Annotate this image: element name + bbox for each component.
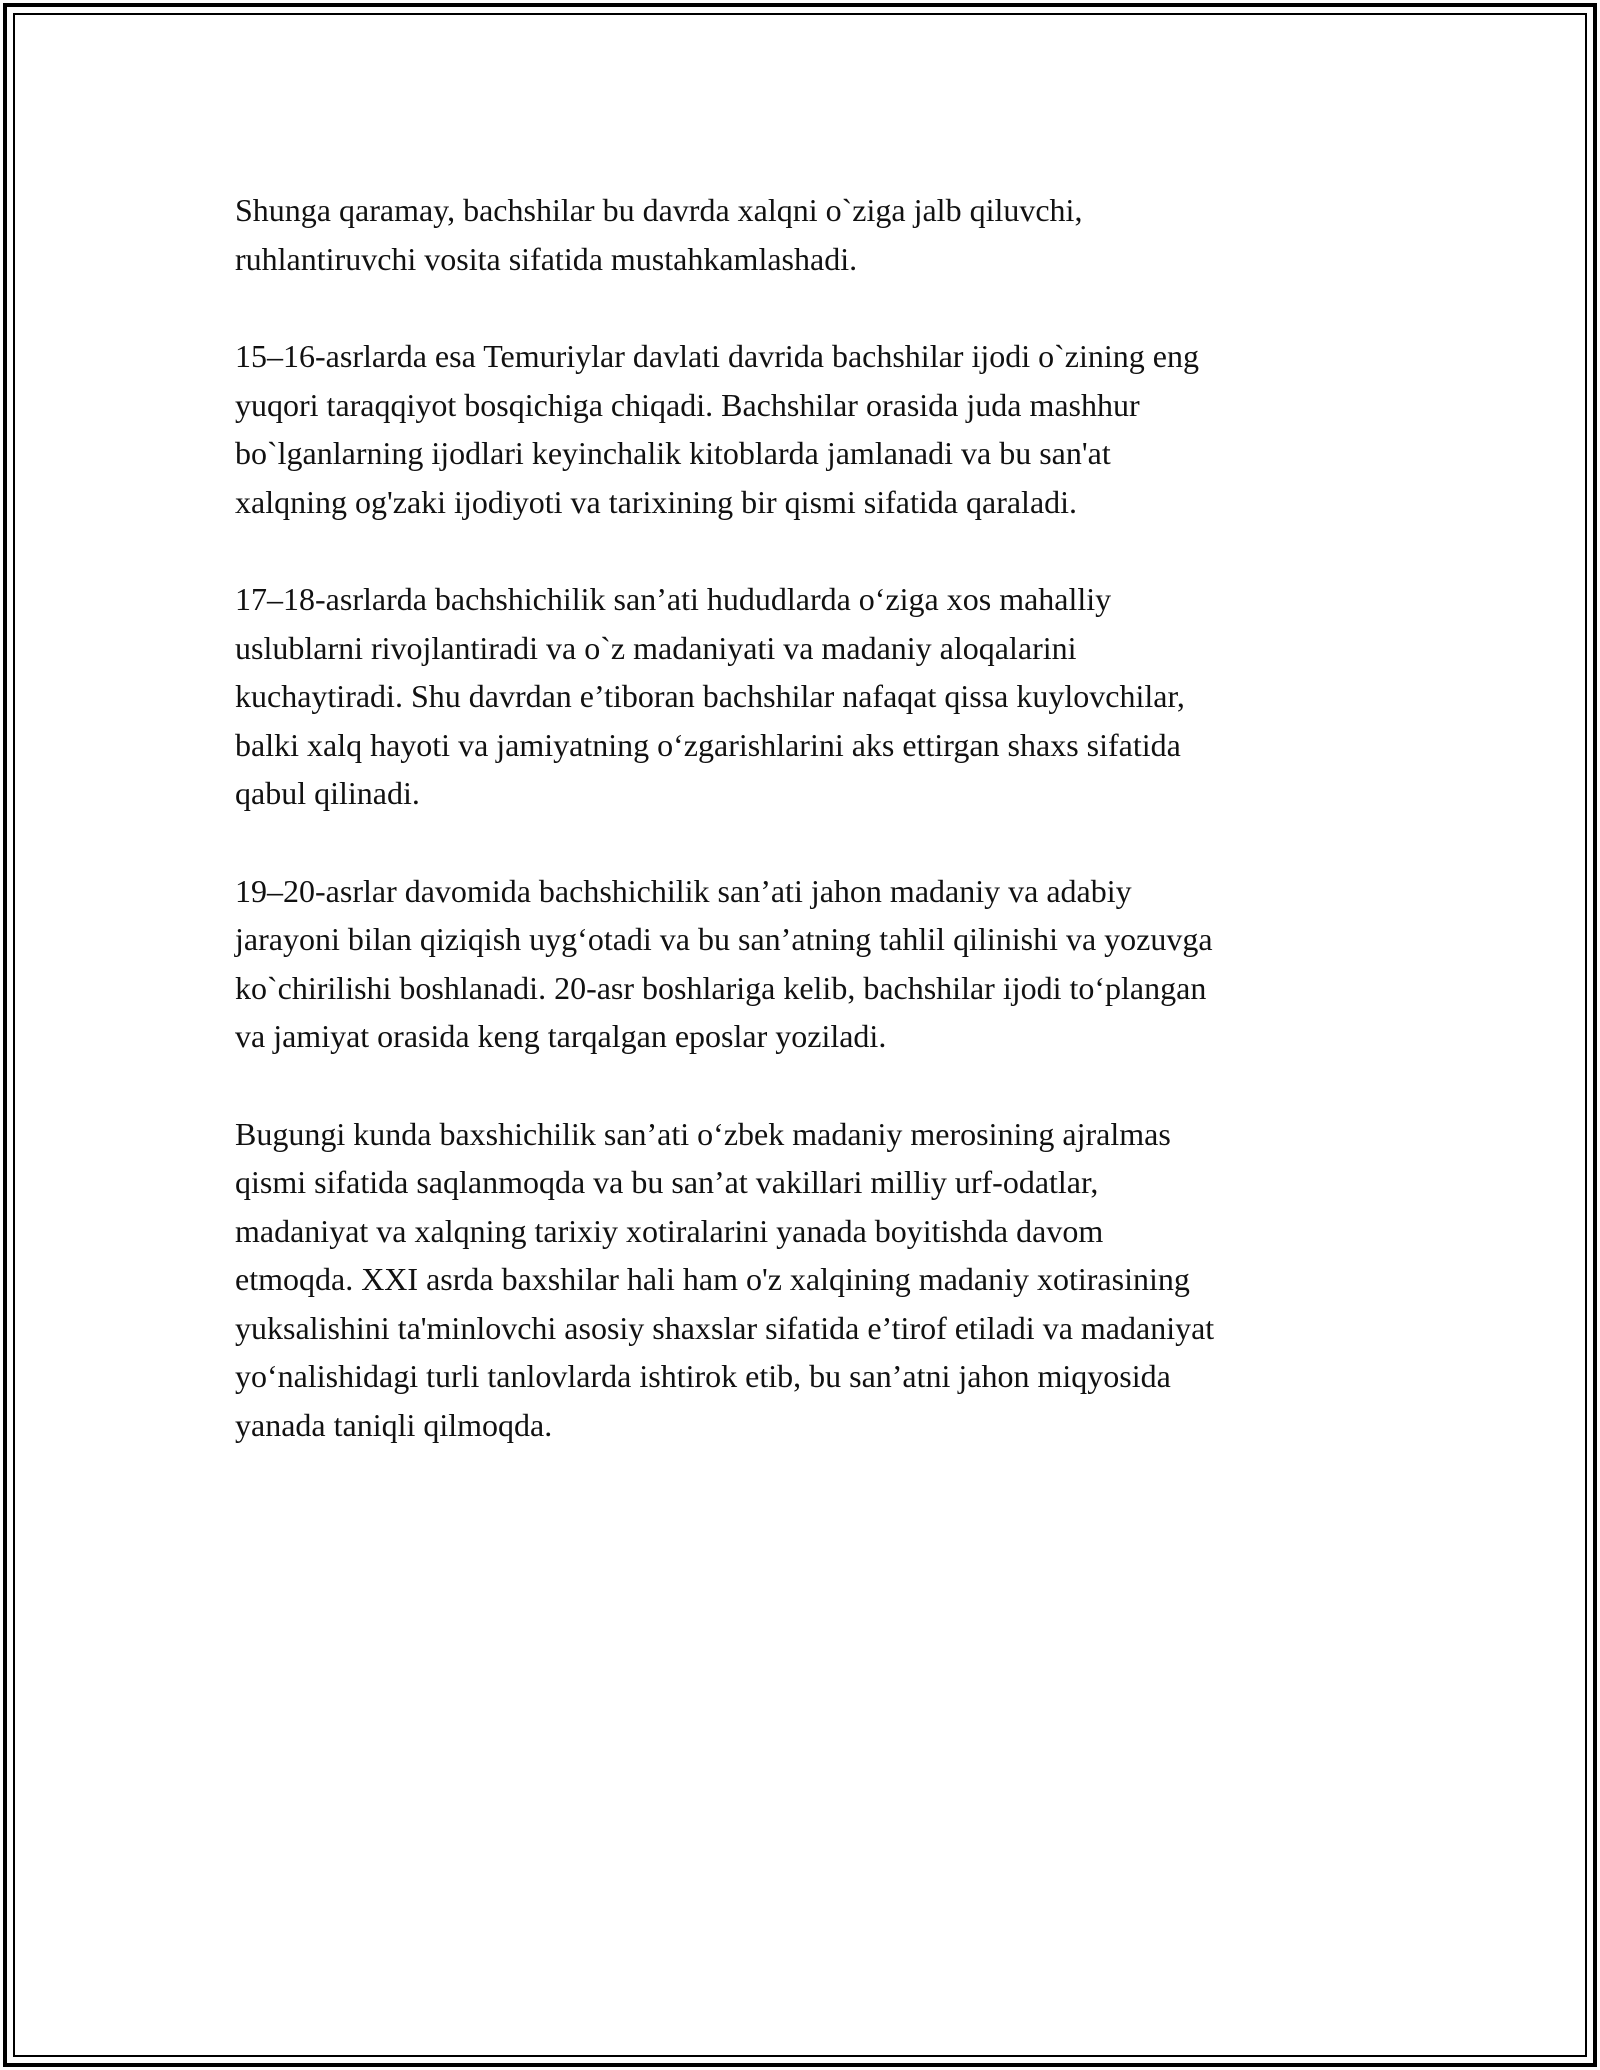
paragraph-1: Shunga qaramay, bachshilar bu davrda xalqni o`ziga jalb qiluvchi, ruhlantiruvchi vosita sifatida mustahkamlashadi. (235, 192, 1083, 277)
document-body (235, 186, 1375, 1498)
paragraph-2: 15–16-asrlarda esa Temuriylar davlati davrida bachshilar ijodi o`zining eng yuqori taraqqiyot bosqichiga chiqadi. Bachshilar orasida juda mashhur bo`lganlarning ijodlari keyinchalik kitoblarda jamlanadi va bu san'at xalqning og'zaki ijodiyoti va tarixining bir qismi sifatida qaraladi. (235, 338, 1199, 520)
paragraph-4: 19–20-asrlar davomida bachshichilik san’ati jahon madaniy va adabiy jarayoni bilan qiziqish uyg‘otadi va bu san’atning tahlil qilinishi va yozuvga ko`chirilishi boshlanadi. 20-asr boshlariga kelib, bachshilar ijodi to‘plangan va jamiyat orasida keng tarqalgan eposlar yoziladi. (235, 872, 1213, 1054)
paragraph-3: 17–18-asrlarda bachshichilik san’ati hududlarda o‘ziga xos mahalliy uslublarni rivojlantiradi va o`z madaniyati va madaniy aloqalarini kuchaytiradi. Shu davrdan e’tiboran bachshilar nafaqat qissa kuylovchilar, balki xalq hayoti va jamiyatning o‘zgarishlarini aks ettirgan shaxs sifatida qabul qilinadi. (235, 581, 1185, 811)
paragraph-5: Bugungi kunda baxshichilik san’ati o‘zbek madaniy merosining ajralmas qismi sifatida saqlanmoqda va bu san’at vakillari milliy urf-odatlar, madaniyat va xalqning tarixiy xotiralarini yanada boyitishda davom etmoqda. XXI asrda baxshilar hali ham o'z xalqining madaniy xotirasining yuksalishini ta'minlovchi asosiy shaxslar sifatida e’tirof etiladi va madaniyat yo‘nalishidagi turli tanlovlarda ishtirok etib, bu san’atni jahon miqyosida yanada taniqli qilmoqda. (235, 1115, 1215, 1443)
